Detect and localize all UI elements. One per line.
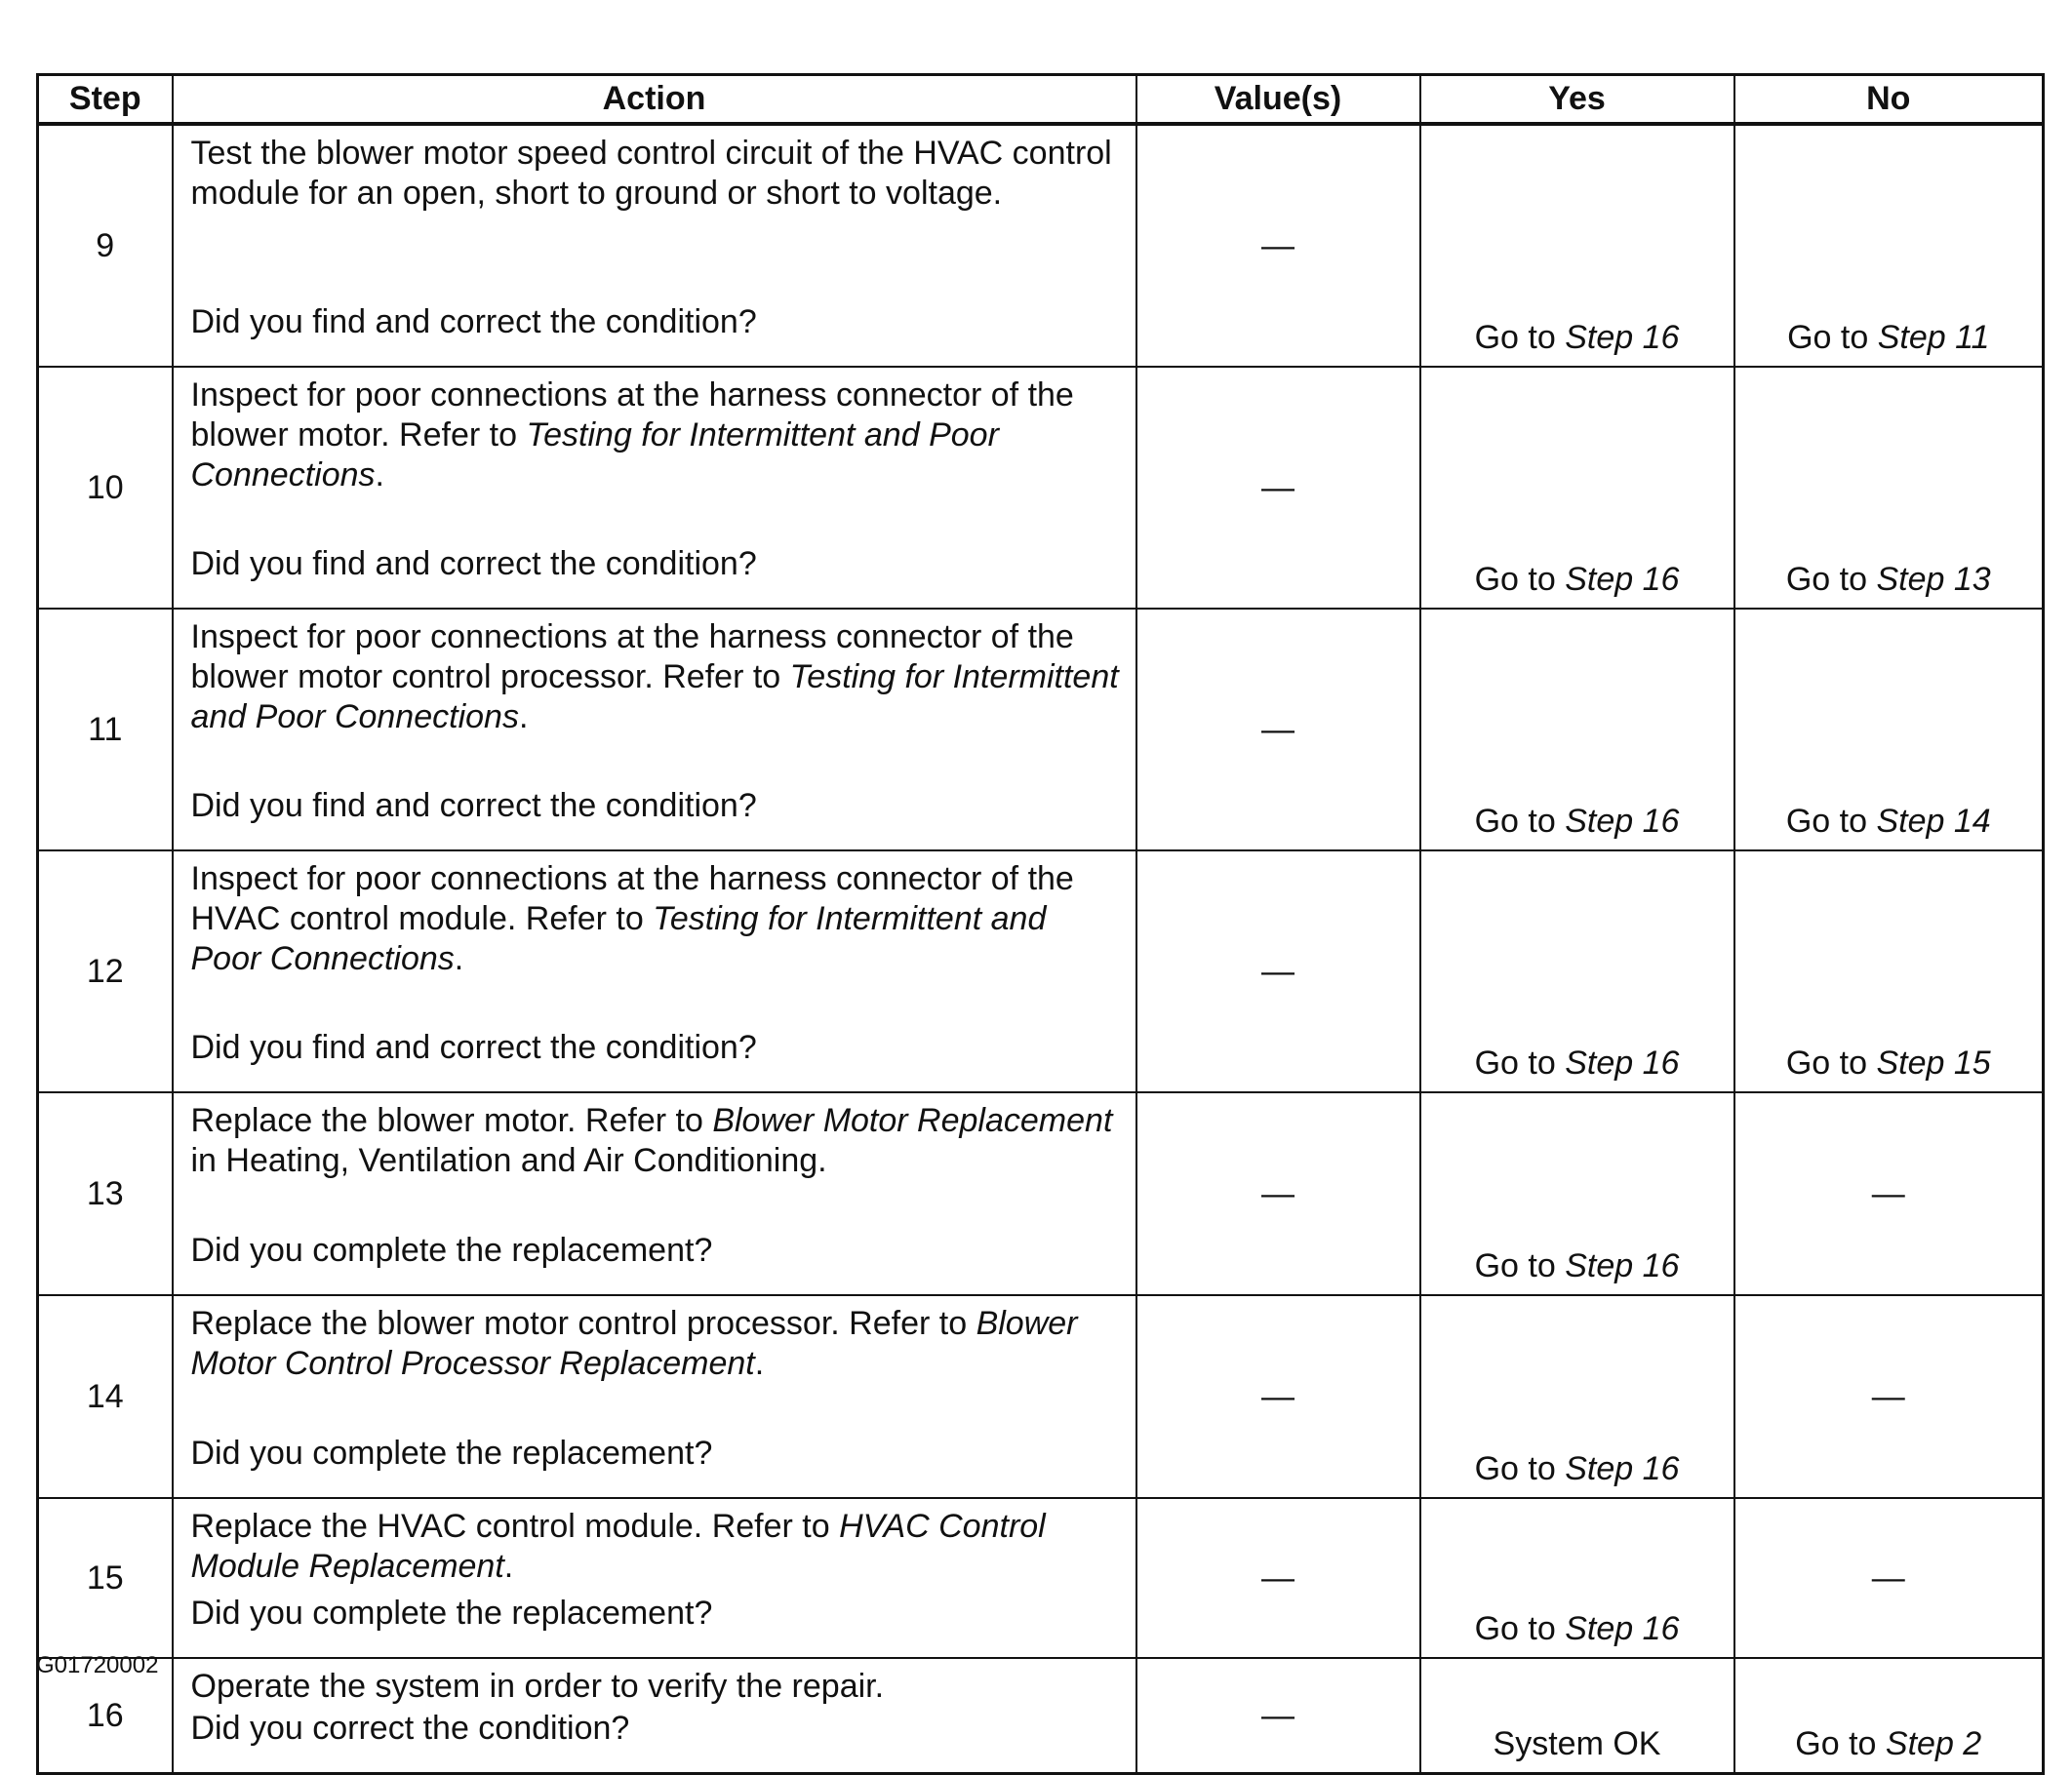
- step-number: 11: [38, 609, 173, 850]
- yes-prefix: Go to: [1474, 803, 1556, 840]
- diagnostic-table: [36, 73, 2045, 1775]
- value-cell: —: [1136, 367, 1420, 609]
- table-row: [38, 1092, 2044, 1295]
- action-description: [191, 617, 1126, 737]
- header-yes: Yes: [1420, 75, 1734, 125]
- action-suffix: in Heating, Ventilation and Air Conditioning.: [190, 1142, 827, 1179]
- table-row: [38, 124, 2044, 367]
- yes-step-ref: Step 16: [1565, 1450, 1680, 1487]
- step-number: 14: [38, 1295, 173, 1498]
- no-prefix: Go to: [1795, 1725, 1877, 1762]
- action-cell: [173, 367, 1136, 609]
- action-question: Did you complete the replacement?: [190, 1232, 713, 1269]
- action-suffix: .: [518, 698, 529, 735]
- yes-cell: [1420, 367, 1734, 609]
- no-cell: —: [1734, 1092, 2044, 1295]
- step-number: 10: [38, 367, 173, 609]
- action-cell: [173, 124, 1136, 367]
- value-cell: —: [1136, 1295, 1420, 1498]
- yes-step-ref: Step 16: [1565, 1247, 1680, 1284]
- table-row: [38, 1658, 2044, 1774]
- action-suffix: .: [454, 940, 464, 977]
- no-cell: —: [1734, 1295, 2044, 1498]
- action-cell: [173, 1092, 1136, 1295]
- no-step-ref: Step 11: [1877, 319, 1990, 356]
- action-description: [191, 134, 1126, 214]
- action-question: Did you complete the replacement?: [190, 1435, 713, 1472]
- header-action: Action: [173, 75, 1136, 125]
- table-row: [38, 367, 2044, 609]
- yes-cell: System OK: [1420, 1658, 1734, 1774]
- action-reference: Testing for Intermittent and Poor Connections: [190, 416, 999, 493]
- action-text: Inspect for poor connections at the harness connector of the HVAC control module. Refer to: [190, 860, 1074, 937]
- no-cell: [1734, 609, 2044, 850]
- action-suffix: .: [375, 456, 384, 493]
- value-cell: —: [1136, 1498, 1420, 1658]
- action-reference: Blower Motor Control Processor Replacement: [190, 1305, 1078, 1382]
- action-suffix: .: [754, 1345, 765, 1382]
- yes-cell: [1420, 1092, 1734, 1295]
- action-question: Did you find and correct the condition?: [190, 787, 757, 824]
- action-text: Inspect for poor connections at the harness connector of the blower motor control processor. Refer to: [190, 618, 1074, 695]
- yes-prefix: Go to: [1474, 561, 1556, 598]
- step-number: 16: [38, 1658, 173, 1774]
- yes-cell: [1420, 1498, 1734, 1658]
- action-cell: [173, 850, 1136, 1092]
- action-description: [191, 1667, 1126, 1707]
- header-step: Step: [38, 75, 173, 125]
- action-suffix: .: [503, 1548, 514, 1585]
- yes-step-ref: Step 16: [1565, 1610, 1680, 1647]
- action-question: Did you find and correct the condition?: [190, 303, 757, 340]
- no-prefix: Go to: [1787, 319, 1869, 356]
- action-text: Replace the blower motor. Refer to: [190, 1102, 703, 1139]
- step-number: 12: [38, 850, 173, 1092]
- action-cell: [173, 609, 1136, 850]
- no-step-ref: Step 2: [1885, 1725, 1982, 1762]
- no-cell: [1734, 850, 2044, 1092]
- value-cell: —: [1136, 1658, 1420, 1774]
- yes-prefix: Go to: [1474, 1450, 1556, 1487]
- action-reference: Testing for Intermittent and Poor Connections: [190, 900, 1047, 977]
- yes-cell: [1420, 124, 1734, 367]
- no-prefix: Go to: [1785, 561, 1867, 598]
- action-text: Replace the HVAC control module. Refer to: [190, 1508, 830, 1545]
- action-text: Test the blower motor speed control circuit of the HVAC control module for an open, short to ground or short to voltage.: [190, 135, 1112, 212]
- no-step-ref: Step 13: [1876, 561, 1991, 598]
- yes-cell: [1420, 1295, 1734, 1498]
- action-reference: HVAC Control Module Replacement: [190, 1508, 1046, 1585]
- action-description: [191, 1101, 1126, 1181]
- action-text: Inspect for poor connections at the harness connector of the blower motor. Refer to: [190, 376, 1074, 454]
- no-step-ref: Step 15: [1876, 1045, 1991, 1082]
- table-row: [38, 850, 2044, 1092]
- action-description: [191, 1507, 1126, 1587]
- action-question: Did you complete the replacement?: [190, 1595, 713, 1632]
- step-number: 9: [38, 124, 173, 367]
- action-description: [191, 859, 1126, 979]
- no-cell: —: [1734, 1498, 2044, 1658]
- figure-code: G01720002: [36, 1652, 159, 1678]
- step-number: 15: [38, 1498, 173, 1658]
- yes-cell: [1420, 850, 1734, 1092]
- yes-step-ref: Step 16: [1565, 803, 1680, 840]
- action-description: [191, 1304, 1126, 1384]
- table-row: [38, 1498, 2044, 1658]
- action-text: Replace the blower motor control processor. Refer to: [190, 1305, 968, 1342]
- yes-prefix: Go to: [1474, 1610, 1556, 1647]
- value-cell: —: [1136, 1092, 1420, 1295]
- header-row: [38, 75, 2044, 125]
- action-question: Did you correct the condition?: [190, 1710, 630, 1747]
- yes-prefix: Go to: [1474, 1247, 1556, 1284]
- yes-step-ref: Step 16: [1565, 319, 1680, 356]
- no-cell: [1734, 1658, 2044, 1774]
- action-question: Did you find and correct the condition?: [190, 1029, 757, 1066]
- action-question: Did you find and correct the condition?: [190, 545, 757, 582]
- value-cell: —: [1136, 850, 1420, 1092]
- step-number: 13: [38, 1092, 173, 1295]
- value-cell: —: [1136, 609, 1420, 850]
- yes-prefix: Go to: [1474, 1045, 1556, 1082]
- action-cell: [173, 1295, 1136, 1498]
- no-prefix: Go to: [1785, 1045, 1867, 1082]
- action-reference: Testing for Intermittent and Poor Connections: [190, 658, 1119, 735]
- value-cell: —: [1136, 124, 1420, 367]
- table-row: [38, 609, 2044, 850]
- yes-step-ref: Step 16: [1565, 1045, 1680, 1082]
- header-no: No: [1734, 75, 2044, 125]
- action-cell: [173, 1498, 1136, 1658]
- yes-prefix: Go to: [1474, 319, 1556, 356]
- action-reference: Blower Motor Replacement: [712, 1102, 1113, 1139]
- action-description: [191, 375, 1126, 495]
- no-cell: [1734, 367, 2044, 609]
- no-prefix: Go to: [1785, 803, 1867, 840]
- yes-cell: [1420, 609, 1734, 850]
- no-step-ref: Step 14: [1876, 803, 1991, 840]
- header-values: Value(s): [1136, 75, 1420, 125]
- action-text: Operate the system in order to verify the repair.: [190, 1668, 885, 1705]
- no-cell: [1734, 124, 2044, 367]
- table-row: [38, 1295, 2044, 1498]
- yes-step-ref: Step 16: [1565, 561, 1680, 598]
- action-cell: [173, 1658, 1136, 1774]
